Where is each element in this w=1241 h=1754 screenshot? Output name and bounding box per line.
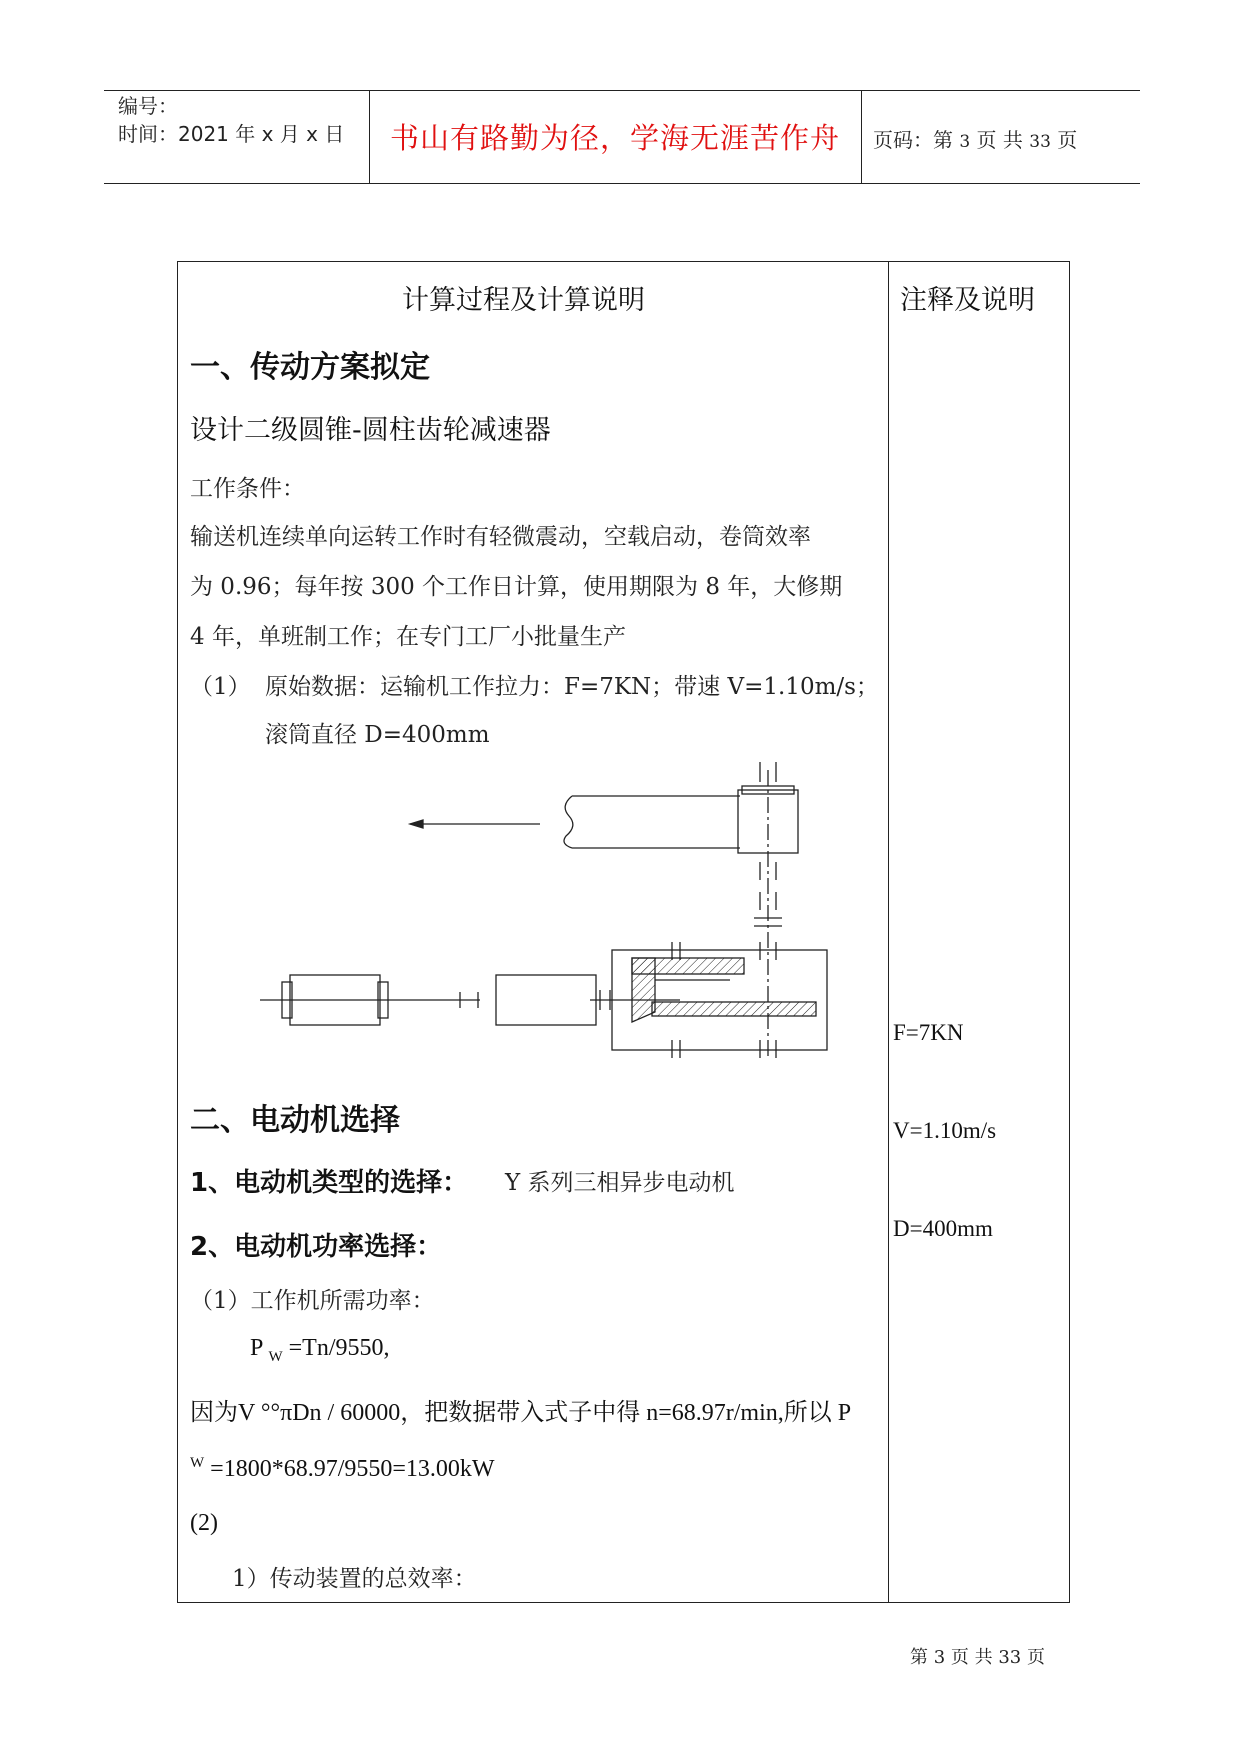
note-force: F=7KN	[893, 1020, 964, 1045]
page-prefix: 页码：第	[873, 128, 953, 152]
pw-subscript: W	[268, 1348, 283, 1365]
note-speed: V=1.10m/s	[893, 1118, 997, 1143]
section-1-title: 一、传动方案拟定	[190, 350, 430, 385]
header-meta	[118, 92, 344, 148]
page-footer: 第 3 页 共 33 页	[910, 1647, 1045, 1668]
page-mid: 页 共	[976, 128, 1023, 152]
document-number-label: 编号：	[118, 94, 178, 118]
efficiency-label: 1）传动装置的总效率：	[232, 1566, 477, 1592]
transmission-diagram	[260, 760, 860, 1070]
conditions-label: 工作条件：	[190, 476, 305, 502]
header-motto: 书山有路勤为径，学海无涯苦作舟	[389, 121, 840, 155]
pw-result-superscript: W	[190, 1455, 205, 1471]
speed-relation-line: 因为V °°πDn / 60000，把数据带入式子中得 n=68.97r/min,所以 P	[190, 1400, 852, 1426]
page-total: 33	[1029, 132, 1051, 152]
page-suffix: 页	[1057, 128, 1078, 152]
motor-type-title: 1、电动机类型的选择：	[190, 1168, 469, 1198]
conditions-line-1: 输送机连续单向运转工作时有轻微震动，空载启动，卷筒效率	[190, 524, 811, 550]
design-title: 设计二级圆锥-圆柱齿轮减速器	[190, 415, 551, 446]
item-1-number: （1）	[190, 674, 251, 700]
motor-type-value: Y 系列三相异步电动机	[505, 1170, 735, 1196]
header-bottom-rule	[104, 183, 1140, 184]
motor-power-title: 2、电动机功率选择：	[190, 1232, 443, 1262]
header-top-rule	[104, 90, 1140, 91]
conveyor-belt	[564, 796, 740, 848]
pw-equation: =Tn/9550,	[288, 1335, 390, 1361]
document-time: 时间：2021 年 x 月 x 日	[118, 122, 345, 146]
item-2-number: (2)	[190, 1510, 218, 1536]
spur-gear	[652, 1002, 816, 1016]
note-diameter: D=400mm	[893, 1216, 993, 1241]
left-column-title: 计算过程及计算说明	[402, 285, 645, 316]
item-1-line-2: 滚筒直径 D=400mm	[265, 722, 490, 748]
pw-result-value: =1800*68.97/9550=13.00kW	[210, 1456, 495, 1482]
direction-arrow-head	[410, 820, 423, 828]
header-page-info	[873, 124, 1077, 153]
pw-formula	[250, 1335, 390, 1366]
pw-symbol: P	[250, 1335, 263, 1361]
input-shaft-housing	[496, 975, 596, 1025]
page-current: 3	[959, 132, 971, 152]
conditions-line-3: 4 年，单班制工作；在专门工厂小批量生产	[190, 624, 626, 650]
work-machine-power-label: （1）工作机所需功率：	[190, 1288, 435, 1314]
conditions-line-2: 为 0.96；每年按 300 个工作日计算，使用期限为 8 年，大修期	[190, 574, 843, 600]
pw-result	[190, 1455, 495, 1483]
header-divider-right	[861, 90, 862, 183]
column-divider	[888, 261, 889, 1603]
item-1-line-1: 原始数据：运输机工作拉力：F=7KN；带速 V=1.10m/s；	[265, 674, 879, 700]
right-column-title: 注释及说明	[900, 285, 1035, 316]
section-2-title: 二、电动机选择	[190, 1103, 400, 1138]
